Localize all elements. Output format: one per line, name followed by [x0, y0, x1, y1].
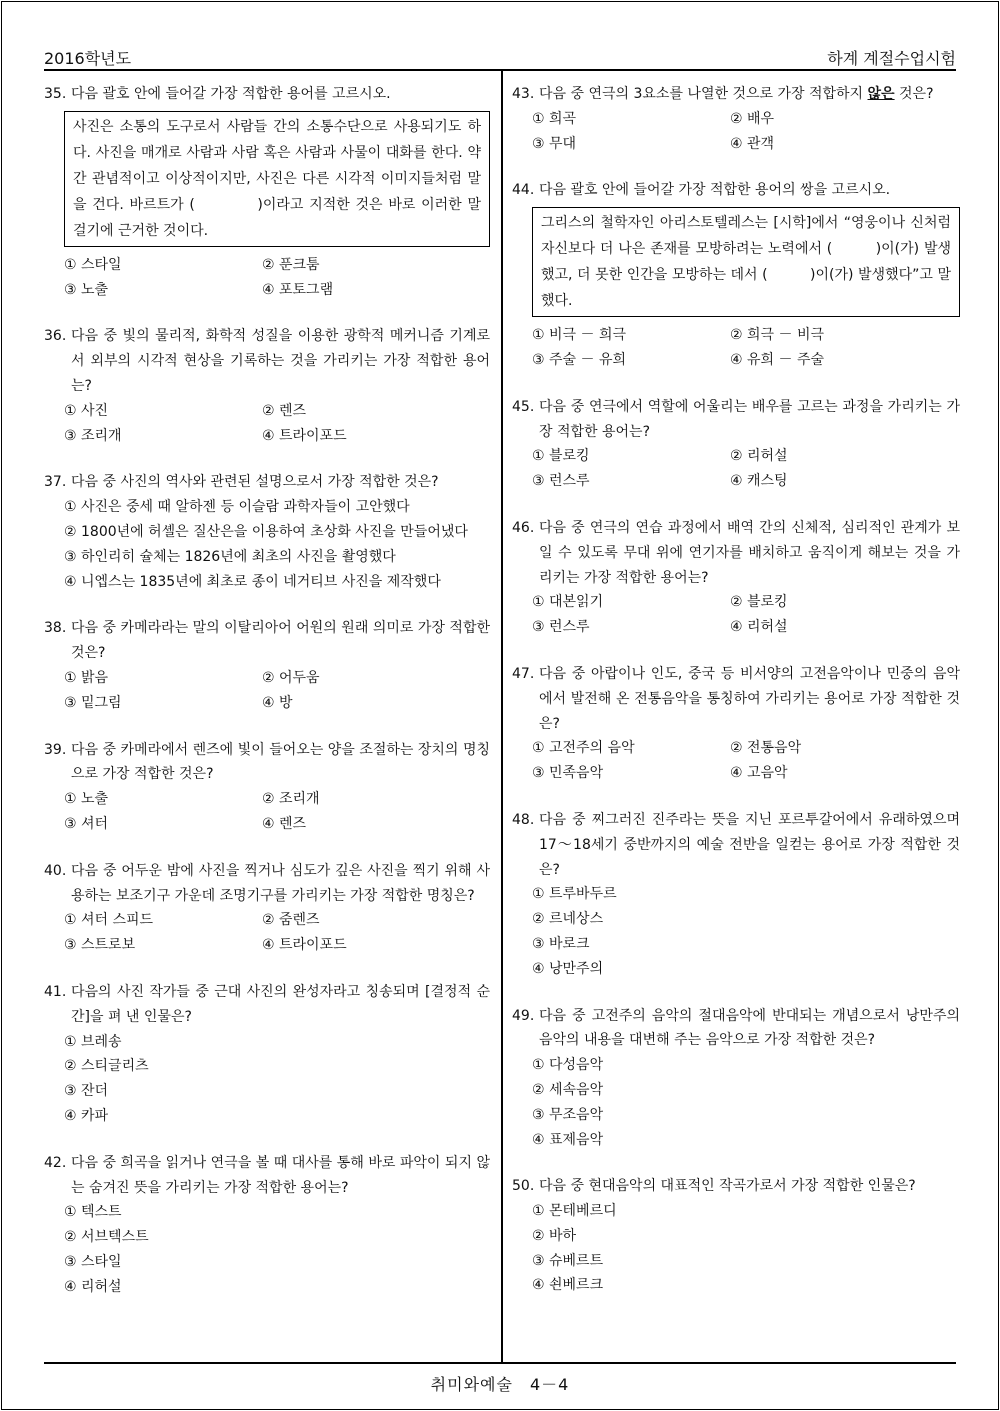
options — [532, 1199, 960, 1298]
question-44 — [512, 178, 960, 372]
exam-title: 하계 계절수업시험 — [827, 49, 956, 68]
option-4[interactable]: ④ 렌즈 — [262, 815, 307, 832]
options — [532, 736, 960, 786]
question-number: 45. — [512, 398, 535, 415]
question-number: 36. — [44, 328, 67, 345]
options — [64, 399, 490, 449]
option-4[interactable]: ④ 방 — [262, 694, 293, 711]
question-number: 48. — [512, 811, 535, 828]
question-number: 49. — [512, 1007, 535, 1024]
options — [64, 1030, 490, 1129]
option-1[interactable]: ① 블로킹 — [532, 448, 590, 465]
option-4[interactable]: ④ 포토그램 — [262, 281, 334, 298]
question-stem: 다음 괄호 안에 들어갈 가장 적합한 용어를 고르시오. — [71, 86, 391, 102]
options — [64, 253, 490, 303]
options — [532, 444, 960, 494]
option-2[interactable]: ② 희극 － 비극 — [730, 327, 824, 344]
question-40 — [44, 859, 490, 958]
option-2[interactable]: ② 서브텍스트 — [64, 1229, 149, 1246]
options — [64, 908, 490, 958]
options — [532, 882, 960, 981]
options — [64, 495, 490, 594]
left-column — [44, 82, 490, 1321]
right-column — [512, 82, 960, 1320]
passage-box: 그리스의 철학자인 아리스토텔레스는 [시학]에서 “영웅이나 신처럼 자신보다 더 나은 존재를 모방하려는 노력에서 ( )이(가) 발생했고, 더 못한 인간을 모방하는 데서 ( )이(가) 발생했다”고 말했다. — [532, 207, 960, 317]
exam-page — [1, 1, 999, 1410]
school-year: 2016학년도 — [44, 49, 132, 68]
option-2[interactable]: ② 전통음악 — [730, 740, 802, 757]
question-number: 42. — [44, 1154, 67, 1171]
option-1[interactable]: ① 대본읽기 — [532, 594, 604, 611]
option-2[interactable]: ② 줌렌즈 — [262, 912, 320, 929]
option-2[interactable]: ② 블로킹 — [730, 594, 788, 611]
question-48 — [512, 808, 960, 982]
question-stem: 다음 중 찌그러진 진주라는 뜻을 지닌 포르투갈어에서 유래하였으며 17～18세기 중반까지의 예술 전반을 일컫는 용어로 가장 적합한 것은? — [539, 811, 960, 878]
option-3[interactable]: ③ 바로크 — [532, 935, 590, 952]
option-1[interactable]: ① 사진은 중세 때 알하젠 등 이슬람 과학자들이 고안했다 — [64, 499, 410, 516]
option-3[interactable]: ③ 민족음악 — [532, 765, 604, 782]
option-3[interactable]: ③ 밑그림 — [64, 694, 122, 711]
options — [64, 787, 490, 837]
option-4[interactable]: ④ 니엡스는 1835년에 최초로 종이 네거티브 사진을 제작했다 — [64, 573, 441, 590]
question-stem: 다음 중 빛의 물리적, 화학적 성질을 이용한 광학적 메커니즘 기계로서 외부의 시각적 현상을 기록하는 것을 가리키는 가장 적합한 용어는? — [71, 328, 490, 394]
options — [532, 1053, 960, 1152]
option-2[interactable]: ② 바하 — [532, 1227, 577, 1244]
question-stem: 다음의 사진 작가들 중 근대 사진의 완성자라고 칭송되며 [결정적 순간]을 펴 낸 인물은? — [71, 983, 490, 1025]
emphasis-not: 않은 — [867, 86, 895, 102]
option-4[interactable]: ④ 표제음악 — [532, 1131, 604, 1148]
option-2[interactable]: ② 조리개 — [262, 791, 320, 808]
question-number: 47. — [512, 665, 535, 682]
option-2[interactable]: ② 1800년에 허셸은 질산은을 이용하여 초상화 사진을 만들어냈다 — [64, 523, 468, 540]
option-3[interactable]: ③ 런스루 — [532, 619, 590, 636]
question-number: 41. — [44, 983, 67, 1000]
option-2[interactable]: ② 르네상스 — [532, 911, 604, 928]
question-stem: 다음 중 연극의 3요소를 나열한 것으로 가장 적합하지 — [539, 86, 864, 102]
question-stem: 다음 중 고전주의 음악의 절대음악에 반대되는 개념으로서 낭만주의 음악의 내용을 대변해 주는 음악으로 가장 적합한 것은? — [539, 1007, 960, 1049]
question-stem: 다음 중 카메라에서 렌즈에 빛이 들어오는 양을 조절하는 장치의 명칭으로 가장 적합한 것은? — [71, 741, 490, 783]
options — [532, 590, 960, 640]
option-1[interactable]: ① 텍스트 — [64, 1204, 122, 1221]
question-stem: 다음 중 어두운 밤에 사진을 찍거나 심도가 깊은 사진을 찍기 위해 사용하는 보조기구 가운데 조명기구를 가리키는 가장 적합한 명칭은? — [71, 862, 490, 904]
option-2[interactable]: ② 렌즈 — [262, 402, 307, 419]
option-4[interactable]: ④ 관객 — [730, 135, 775, 152]
option-1[interactable]: ① 셔터 스피드 — [64, 912, 154, 929]
options — [532, 323, 960, 373]
question-45 — [512, 395, 960, 494]
page-header — [44, 46, 956, 68]
option-4[interactable]: ④ 고음악 — [730, 765, 788, 782]
question-46 — [512, 516, 960, 640]
question-stem: 다음 중 카메라라는 말의 이탈리아어 어원의 원래 의미로 가장 적합한 것은? — [71, 620, 490, 662]
question-50 — [512, 1174, 960, 1298]
question-stem: 다음 중 희곡을 읽거나 연극을 볼 때 대사를 통해 바로 파악이 되지 않는 숨겨진 뜻을 가리키는 가장 적합한 용어는? — [71, 1154, 490, 1196]
page-footer: 취미와예술 4－4 — [430, 1375, 570, 1394]
option-1[interactable]: ① 다성음악 — [532, 1057, 604, 1074]
passage-box: 사진은 소통의 도구로서 사람들 간의 소통수단으로 사용되기도 하다. 사진을 매개로 사람과 사람 혹은 사람과 사물이 대화를 한다. 약간 관념적이고 이상적이지만, 사진은 다른 시각적 이미지들처럼 말을 건다. 바르트가 ( )이라고 지적한 것은 바로 이러한 말 걸기에 근거한 것이다. — [64, 111, 490, 247]
question-number: 43. — [512, 86, 535, 102]
option-1[interactable]: ① 밝음 — [64, 669, 109, 686]
question-stem: 다음 중 연극에서 역할에 어울리는 배우를 고르는 과정을 가리키는 가장 적합한 용어는? — [539, 398, 960, 440]
option-4[interactable]: ④ 트라이포드 — [262, 937, 347, 954]
option-3[interactable]: ③ 무조음악 — [532, 1106, 604, 1123]
question-47 — [512, 662, 960, 786]
question-stem: 다음 중 아랍이나 인도, 중국 등 비서양의 고전음악이나 민중의 음악에서 발전해 온 전통음악을 통칭하여 가리키는 용어로 가장 적합한 것은? — [539, 665, 960, 732]
question-36 — [44, 324, 490, 448]
question-number: 37. — [44, 474, 67, 491]
option-3[interactable]: ③ 스트로보 — [64, 937, 136, 954]
option-3[interactable]: ③ 조리개 — [64, 427, 122, 444]
question-41 — [44, 980, 490, 1129]
option-1[interactable]: ① 비극 － 희극 — [532, 327, 626, 344]
question-stem: 다음 중 사진의 역사와 관련된 설명으로서 가장 적합한 것은? — [71, 474, 439, 491]
option-1[interactable]: ① 사진 — [64, 402, 109, 419]
question-number: 35. — [44, 86, 67, 102]
option-2[interactable]: ② 리허설 — [730, 448, 788, 465]
option-3[interactable]: ③ 슈베르트 — [532, 1252, 604, 1269]
question-stem: 다음 중 연극의 연습 과정에서 배역 간의 신체적, 심리적인 관계가 보일 수 있도록 무대 위에 연기자를 배치하고 움직이게 해보는 것을 가리키는 가장 적합한 용어는? — [539, 519, 960, 586]
options — [64, 666, 490, 716]
options — [532, 107, 960, 157]
option-1[interactable]: ① 브레송 — [64, 1033, 122, 1050]
question-stem: 다음 괄호 안에 들어갈 가장 적합한 용어의 쌍을 고르시오. — [539, 182, 891, 199]
option-1[interactable]: ① 스타일 — [64, 256, 122, 273]
question-number: 46. — [512, 519, 535, 536]
option-4[interactable]: ④ 리허설 — [64, 1278, 122, 1295]
question-number: 44. — [512, 182, 535, 199]
option-1[interactable]: ① 희곡 — [532, 110, 577, 127]
option-3[interactable]: ③ 런스루 — [532, 473, 590, 490]
option-2[interactable]: ② 배우 — [730, 110, 775, 127]
question-number: 38. — [44, 620, 67, 637]
question-49 — [512, 1004, 960, 1153]
question-37 — [44, 470, 490, 594]
question-number: 39. — [44, 741, 67, 758]
option-3[interactable]: ③ 잔더 — [64, 1083, 109, 1100]
question-38 — [44, 616, 490, 715]
option-2[interactable]: ② 세속음악 — [532, 1081, 604, 1098]
option-4[interactable]: ④ 리허설 — [730, 619, 788, 636]
option-1[interactable]: ① 트루바두르 — [532, 886, 617, 903]
option-2[interactable]: ② 푼크툼 — [262, 256, 320, 273]
option-4[interactable]: ④ 쇤베르크 — [532, 1277, 604, 1294]
column-divider — [501, 71, 503, 1362]
option-4[interactable]: ④ 낭만주의 — [532, 960, 604, 977]
question-stem: 다음 중 현대음악의 대표적인 작곡가로서 가장 적합한 인물은? — [539, 1178, 916, 1195]
option-4[interactable]: ④ 캐스팅 — [730, 473, 788, 490]
option-4[interactable]: ④ 유희 － 주술 — [730, 351, 824, 368]
option-2[interactable]: ② 스티글리츠 — [64, 1058, 149, 1075]
question-42 — [44, 1151, 490, 1300]
option-4[interactable]: ④ 카파 — [64, 1107, 109, 1124]
question-number: 40. — [44, 862, 67, 879]
option-3[interactable]: ③ 셔터 — [64, 815, 109, 832]
option-4[interactable]: ④ 트라이포드 — [262, 427, 347, 444]
question-stem-tail: 것은? — [894, 86, 934, 102]
question-43 — [512, 82, 960, 156]
question-39 — [44, 738, 490, 837]
options — [64, 1200, 490, 1299]
option-3[interactable]: ③ 스타일 — [64, 1253, 122, 1270]
option-1[interactable]: ① 고전주의 음악 — [532, 740, 635, 757]
option-3[interactable]: ③ 하인리히 슐체는 1826년에 최초의 사진을 촬영했다 — [64, 548, 396, 565]
option-1[interactable]: ① 노출 — [64, 791, 109, 808]
footer-rule — [44, 1362, 956, 1364]
question-35 — [44, 82, 490, 302]
option-3[interactable]: ③ 무대 — [532, 135, 577, 152]
option-1[interactable]: ① 몬테베르디 — [532, 1203, 617, 1220]
option-3[interactable]: ③ 주술 － 유희 — [532, 351, 626, 368]
option-2[interactable]: ② 어두움 — [262, 669, 320, 686]
option-3[interactable]: ③ 노출 — [64, 281, 109, 298]
question-number: 50. — [512, 1178, 535, 1195]
header-rule — [44, 69, 956, 71]
